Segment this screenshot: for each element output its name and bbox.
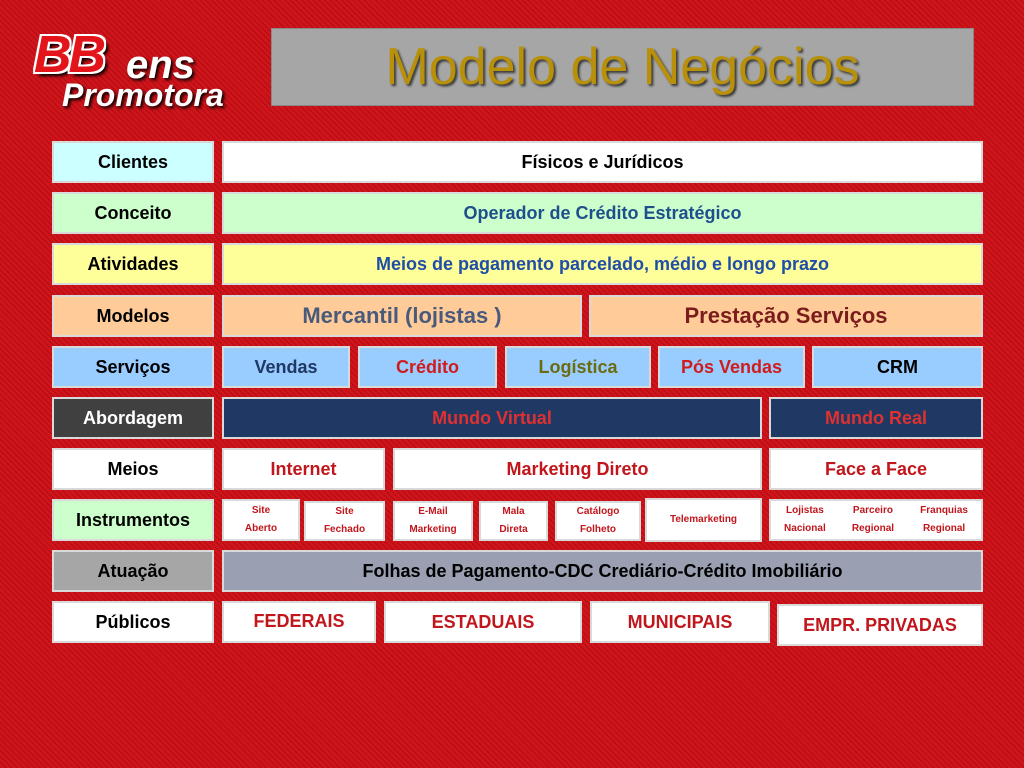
email-line2: Marketing bbox=[409, 524, 457, 535]
label-abordagem: Abordagem bbox=[52, 397, 214, 439]
label-clientes: Clientes bbox=[52, 141, 214, 183]
servico-pos-vendas: Pós Vendas bbox=[658, 346, 805, 388]
label-meios: Meios bbox=[52, 448, 214, 490]
instrumento-catalogo-folheto bbox=[555, 501, 641, 541]
publico-municipais: MUNICIPAIS bbox=[590, 601, 770, 643]
page-title: Modelo de Negócios bbox=[385, 38, 860, 96]
mala-line1: Mala bbox=[502, 506, 525, 517]
instrumento-site-aberto bbox=[222, 499, 300, 541]
instrumento-site-fechado bbox=[304, 501, 385, 541]
instrumento-telemarketing: Telemarketing bbox=[645, 498, 762, 542]
franquias-line2: Regional bbox=[922, 523, 966, 534]
conceito-value: Operador de Crédito Estratégico bbox=[222, 192, 983, 234]
meio-marketing-direto: Marketing Direto bbox=[393, 448, 762, 490]
site-aberto-line1: Site bbox=[251, 505, 271, 516]
site-fechado-line2: Fechado bbox=[323, 524, 366, 535]
publico-empr-privadas: EMPR. PRIVADAS bbox=[777, 604, 983, 646]
label-conceito: Conceito bbox=[52, 192, 214, 234]
label-publicos: Públicos bbox=[52, 601, 214, 643]
servico-logistica: Logística bbox=[505, 346, 651, 388]
modelo-mercantil: Mercantil (lojistas ) bbox=[222, 295, 582, 337]
publico-federais: FEDERAIS bbox=[222, 601, 376, 643]
parceiro-line2: Regional bbox=[851, 523, 895, 534]
site-fechado-line1: Site bbox=[335, 506, 354, 517]
label-servicos: Serviços bbox=[52, 346, 214, 388]
atuacao-value: Folhas de Pagamento-CDC Crediário-Crédito Imobiliário bbox=[222, 550, 983, 592]
instrumento-email-marketing bbox=[393, 501, 473, 541]
lojistas-line1: Lojistas bbox=[785, 505, 824, 516]
publico-estaduais: ESTADUAIS bbox=[384, 601, 582, 643]
lojistas-line2: Nacional bbox=[784, 523, 826, 534]
abordagem-mundo-virtual: Mundo Virtual bbox=[222, 397, 762, 439]
logo-promotora: Promotora bbox=[62, 77, 224, 113]
site-aberto-line2: Aberto bbox=[244, 523, 278, 534]
abordagem-mundo-real: Mundo Real bbox=[769, 397, 983, 439]
label-modelos: Modelos bbox=[52, 295, 214, 337]
instrumento-lojistas-nacional bbox=[784, 502, 826, 538]
logo-bb: BB bbox=[34, 26, 104, 84]
instrumento-parceiro-regional bbox=[852, 502, 894, 538]
catalogo-line1: Catálogo bbox=[576, 506, 620, 517]
email-line1: E-Mail bbox=[418, 506, 448, 517]
instrumento-mala-direta bbox=[479, 501, 548, 541]
servico-credito: Crédito bbox=[358, 346, 497, 388]
title-box bbox=[271, 28, 974, 106]
servico-vendas: Vendas bbox=[222, 346, 350, 388]
mala-line2: Direta bbox=[499, 524, 528, 535]
clientes-value: Físicos e Jurídicos bbox=[222, 141, 983, 183]
meio-face-a-face: Face a Face bbox=[769, 448, 983, 490]
bbens-promotora-logo bbox=[30, 25, 270, 120]
instrumento-canais-face bbox=[769, 499, 983, 541]
modelo-prestacao-servicos: Prestação Serviços bbox=[589, 295, 983, 337]
servico-crm: CRM bbox=[812, 346, 983, 388]
label-atividades: Atividades bbox=[52, 243, 214, 285]
label-instrumentos: Instrumentos bbox=[52, 499, 214, 541]
meio-internet: Internet bbox=[222, 448, 385, 490]
label-atuacao: Atuação bbox=[52, 550, 214, 592]
atividades-value: Meios de pagamento parcelado, médio e longo prazo bbox=[222, 243, 983, 285]
catalogo-line2: Folheto bbox=[579, 524, 617, 535]
instrumento-franquias-regional bbox=[920, 502, 968, 538]
parceiro-line1: Parceiro bbox=[852, 505, 893, 516]
franquias-line1: Franquias bbox=[920, 505, 968, 516]
logo-ens: ens bbox=[126, 43, 195, 87]
